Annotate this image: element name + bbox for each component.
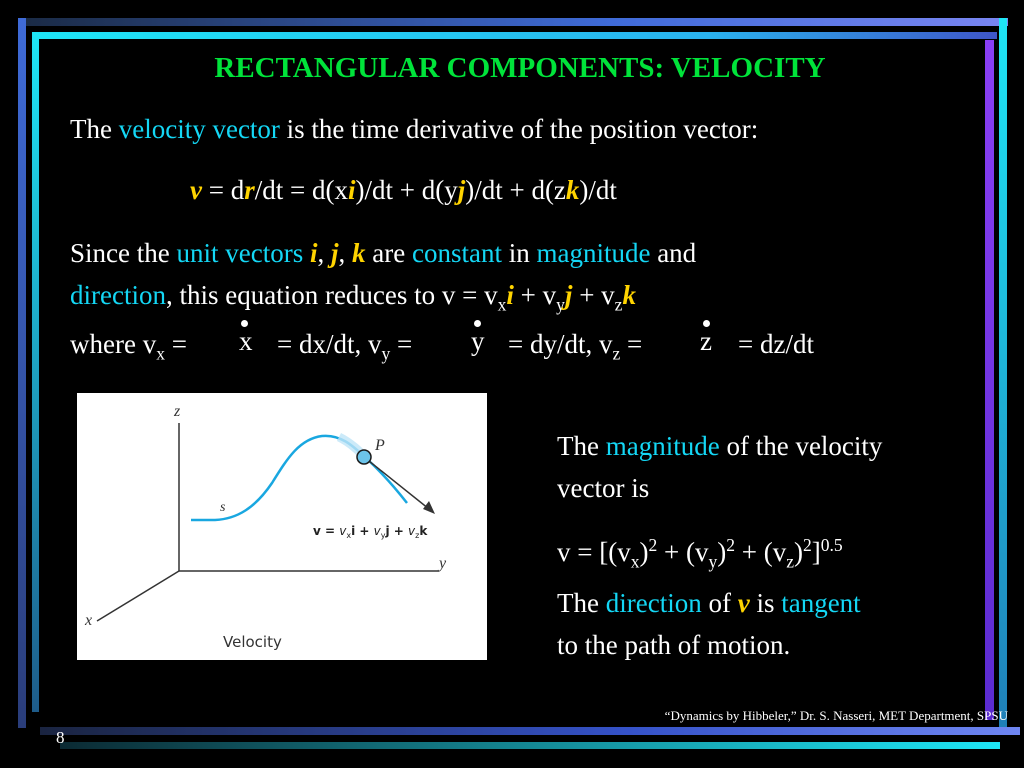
frame-right-bar-purple (985, 40, 994, 720)
velocity-diagram (77, 393, 487, 660)
dy-dt-text: = dy/dt, $v_z$ = (508, 329, 643, 364)
x-axis (97, 571, 179, 621)
velocity-arrow (364, 457, 429, 509)
components-where-line: where $v_x$ = (70, 329, 187, 364)
frame-left-bar-inner (32, 32, 39, 712)
slide-title: RECTANGULAR COMPONENTS: VELOCITY (214, 52, 826, 84)
frame-bottom-bar-cyan (60, 742, 1000, 749)
x-dot-symbol: x (239, 326, 253, 356)
velocity-derivative-equation: v = dr/dt = d(xi)/dt + d(yj)/dt + d(zk)/dt (190, 175, 617, 205)
velocity-figure (77, 393, 487, 660)
frame-left-bar-outer (18, 18, 26, 728)
magnitude-equation: $v = [(v_x)^2 + (v_y)^2 + (v_z)^2]^{0.5}$ (557, 535, 843, 572)
unit-vectors-sentence-line2: direction, this equation reduces to $v = v_xi + v_yj + v_zk$ (70, 280, 636, 315)
frame-top-bar-inner (32, 32, 997, 39)
frame-top-bar-outer (18, 18, 1008, 26)
magnitude-text: The magnitude of the velocity vector is (557, 431, 883, 503)
y-axis-label: y (439, 555, 447, 572)
footer-citation: “Dynamics by Hibbeler,” Dr. S. Nasseri, MET Department, SPSU (664, 708, 1008, 723)
z-axis-label: z (174, 403, 181, 420)
velocity-vector-term: velocity vector (118, 114, 280, 144)
page-number: 8 (56, 728, 65, 747)
frame-right-bar-cyan (999, 18, 1007, 730)
frame-bottom-bar-blue (40, 727, 1020, 735)
point-P-label: P (375, 437, 385, 454)
dx-dt-text: = dx/dt, $v_y$ = (277, 329, 413, 364)
unit-vectors-sentence-line1: Since the unit vectors i, j, k are constant in magnitude and (70, 238, 697, 268)
velocity-arrowhead (423, 501, 435, 514)
dz-dt-text: = dz/dt (738, 329, 814, 359)
point-P (357, 450, 371, 464)
x-axis-label: x (85, 612, 93, 629)
figure-caption: Velocity (223, 633, 282, 651)
direction-text: The direction of v is tangent to the path of motion. (557, 588, 861, 660)
path-label-s: s (220, 500, 226, 515)
intro-sentence: The velocity vector is the time derivative of the position vector: (70, 114, 759, 144)
y-dot-symbol: y (471, 326, 485, 356)
figure-velocity-equation: $v = v_xi + v_yj + v_zk$ (313, 524, 428, 540)
z-dot-symbol: z (700, 326, 712, 356)
